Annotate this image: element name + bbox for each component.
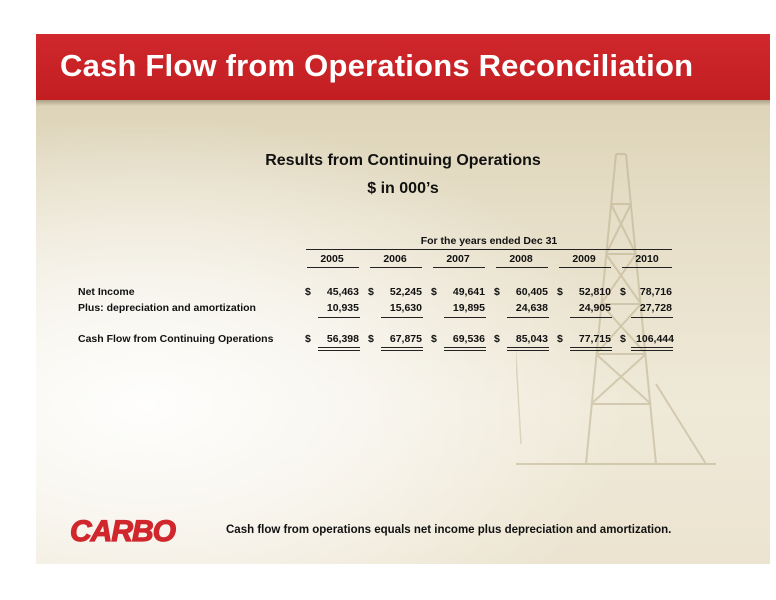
table-cell: 106,444 (636, 333, 674, 345)
row-label-depreciation: Plus: depreciation and amortization (78, 302, 256, 314)
table-cell: 67,875 (389, 333, 422, 345)
total-double-underline (318, 347, 360, 351)
subtotal-underline (381, 317, 423, 318)
currency-sign: $ (368, 286, 374, 298)
table-cell: 19,895 (452, 302, 485, 314)
table-cell: 52,245 (389, 286, 422, 298)
year-header: 2005 (320, 253, 344, 265)
currency-sign: $ (494, 333, 500, 345)
year-header: 2008 (509, 253, 533, 265)
year-underline (559, 267, 611, 268)
year-header: 2010 (635, 253, 659, 265)
units-label: $ in 000’s (367, 180, 439, 197)
year-header: 2007 (446, 253, 470, 265)
currency-sign: $ (431, 286, 437, 298)
table-cell: 77,715 (578, 333, 611, 345)
carbo-logo (68, 514, 182, 546)
table-cell: 78,716 (639, 286, 672, 298)
currency-sign: $ (620, 333, 626, 345)
total-double-underline (570, 347, 612, 351)
table-cell: 49,641 (452, 286, 485, 298)
currency-sign: $ (305, 333, 311, 345)
subtotal-underline (507, 317, 549, 318)
table-cell: 60,405 (515, 286, 548, 298)
table-cell: 10,935 (326, 302, 359, 314)
total-double-underline (381, 347, 423, 351)
table-cell: 15,630 (389, 302, 422, 314)
year-header: 2009 (572, 253, 596, 265)
currency-sign: $ (431, 333, 437, 345)
currency-sign: $ (494, 286, 500, 298)
year-underline (433, 267, 485, 268)
table-cell: 85,043 (515, 333, 548, 345)
subtotal-underline (570, 317, 612, 318)
page-title: Cash Flow from Operations Reconciliation (60, 48, 694, 83)
table-cell: 27,728 (639, 302, 672, 314)
currency-sign: $ (557, 333, 563, 345)
period-label: For the years ended Dec 31 (420, 235, 558, 247)
table-cell: 24,638 (515, 302, 548, 314)
currency-sign: $ (620, 286, 626, 298)
total-double-underline (507, 347, 549, 351)
year-underline (622, 267, 672, 268)
svg-text:CARBO: CARBO (70, 515, 175, 546)
currency-sign: $ (305, 286, 311, 298)
total-double-underline (444, 347, 486, 351)
header-rule (306, 249, 672, 250)
subtotal-underline (444, 317, 486, 318)
section-subtitle: Results from Continuing Operations (265, 152, 541, 169)
footnote: Cash flow from operations equals net income plus depreciation and amortization. (226, 524, 672, 536)
table-cell: 52,810 (578, 286, 611, 298)
currency-sign: $ (368, 333, 374, 345)
total-double-underline (631, 347, 673, 351)
row-label-cash-flow: Cash Flow from Continuing Operations (78, 333, 274, 345)
row-label-net-income: Net Income (78, 286, 135, 298)
table-cell: 56,398 (326, 333, 359, 345)
subtotal-underline (318, 317, 360, 318)
subtotal-underline (631, 317, 673, 318)
table-cell: 69,536 (452, 333, 485, 345)
year-header: 2006 (383, 253, 407, 265)
year-underline (307, 267, 359, 268)
cash-flow-table (36, 34, 770, 564)
year-underline (370, 267, 422, 268)
slide (36, 34, 770, 564)
year-underline (496, 267, 548, 268)
table-cell: 24,905 (578, 302, 611, 314)
table-cell: 45,463 (326, 286, 359, 298)
currency-sign: $ (557, 286, 563, 298)
